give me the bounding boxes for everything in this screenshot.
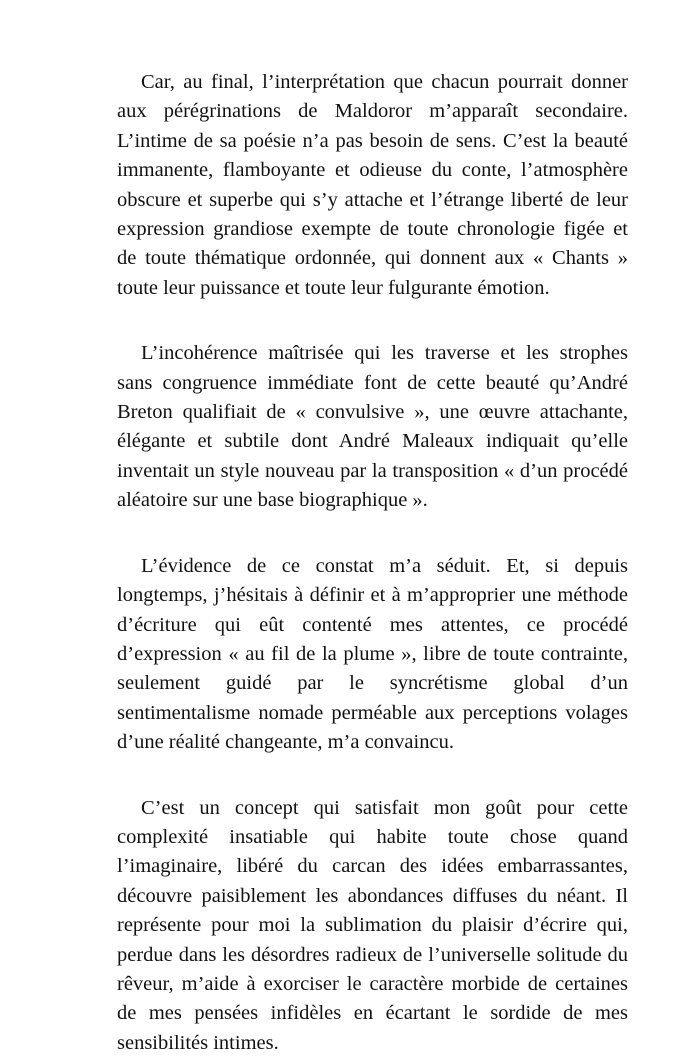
paragraph-4: C’est un concept qui satisfait mon goût pour cette complexité insatiable qui habite toute chose quand l’imaginaire, libéré du carcan des idées embarrassantes, découvre paisiblement les abondances diffuses du néant. Il représente pour moi la sublimation du plaisir d’écrire qui, perdue dans les désordres radieux de l’universelle solitude du rêveur, m’aide à exorciser le caractère morbide de certaines de mes pensées infidèles en écartant le sordide de mes sensibilités intimes. (117, 796, 628, 1054)
paragraph-1: Car, au final, l’interprétation que chacun pourrait donner aux pérégrinations de Maldoror m’apparaît secondaire. L’intime de sa poésie n’a pas besoin de sens. C’est la beauté immanente, flamboyante et odieuse du conte, l’atmosphère obscure et superbe qui s’y attache et l’étrange liberté de leur expression grandiose exempte de toute chronologie figée et de toute thématique ordonnée, qui donnent aux « Chants » toute leur puissance et toute leur fulgurante émotion. (117, 71, 628, 299)
paragraph-2: L’incohérence maîtrisée qui les traverse et les strophes sans congruence immédiate font de cette beauté qu’André Breton qualifiait de « convulsive », une œuvre attachante, élégante et subtile dont André Maleaux indiquait qu’elle inventait un style nouveau par la transposition « d’un procédé aléatoire sur une base biographique ». (117, 342, 628, 512)
paragraph-3: L’évidence de ce constat m’a séduit. Et, si depuis longtemps, j’hésitais à définir et à m’approprier une méthode d’écriture qui eût contenté mes attentes, ce procédé d’expression « au fil de la plume », libre de toute contrainte, seulement guidé par le syncrétisme global d’un sentimentalisme nomade perméable aux perceptions volages d’une réalité changeante, m’a convaincu. (117, 554, 628, 754)
document-page (117, 68, 628, 1058)
